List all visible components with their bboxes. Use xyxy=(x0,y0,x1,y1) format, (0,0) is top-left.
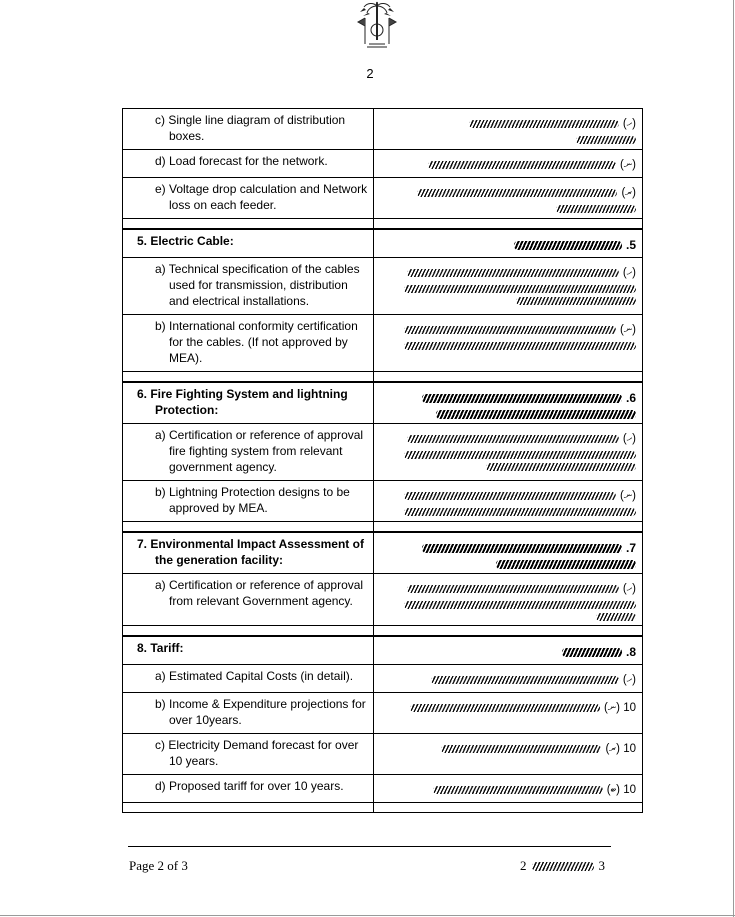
table-row xyxy=(123,109,643,150)
spacer-cell xyxy=(373,372,642,383)
thaana-text-line xyxy=(431,672,636,688)
footer-thaana-page-label xyxy=(520,858,605,874)
requirement-text: e) Voltage drop calculation and Network loss on each feeder. xyxy=(155,182,368,212)
section-title: 7. Environmental Impact Assessment of the generation facility: xyxy=(137,537,364,567)
thaana-text-line xyxy=(469,116,636,132)
thaana-script xyxy=(428,161,616,169)
thaana-text-line xyxy=(433,782,636,798)
spacer-cell xyxy=(123,803,374,813)
page-border-bottom xyxy=(0,915,735,916)
english-cell xyxy=(123,665,374,693)
footer-thaana-number-b: 2 xyxy=(520,858,527,873)
dhivehi-cell xyxy=(373,258,642,315)
section-header-row xyxy=(123,229,643,258)
section-title: 6. Fire Fighting System and lightning Protection: xyxy=(137,387,348,417)
thaana-text-line xyxy=(404,601,636,609)
dhivehi-cell xyxy=(373,734,642,775)
english-cell xyxy=(123,258,374,315)
section-header-row xyxy=(123,382,643,424)
spacer-cell xyxy=(123,626,374,637)
thaana-script xyxy=(422,544,622,553)
thaana-script xyxy=(404,342,636,350)
thaana-script xyxy=(514,241,622,250)
section-title-cell xyxy=(123,229,374,258)
thaana-item-marker: (ބ) 10 xyxy=(606,784,636,796)
section-title-dhivehi-cell xyxy=(373,532,642,574)
footer-thaana-number-a: 3 xyxy=(598,858,605,873)
thaana-script xyxy=(486,463,636,471)
requirement-text: a) Certification or reference of approval from relevant Government agency. xyxy=(155,578,364,608)
thaana-item-marker: .7 xyxy=(625,541,636,555)
thaana-script xyxy=(404,508,636,516)
thaana-text-line xyxy=(404,342,636,350)
spacer-cell xyxy=(373,219,642,230)
table-row xyxy=(123,775,643,803)
dhivehi-cell xyxy=(373,315,642,372)
state-emblem-icon xyxy=(351,0,403,54)
thaana-item-marker: (ނ) xyxy=(620,324,636,336)
thaana-text-line xyxy=(404,508,636,516)
thaana-text-line xyxy=(486,463,636,471)
section-header-row xyxy=(123,636,643,665)
thaana-script xyxy=(404,601,636,609)
thaana-script xyxy=(407,585,619,593)
thaana-item-marker: (ރ) xyxy=(621,187,636,199)
thaana-script xyxy=(556,205,636,213)
table-row xyxy=(123,734,643,775)
thaana-item-marker: (ނ) xyxy=(620,490,636,502)
english-cell xyxy=(123,150,374,178)
thaana-script xyxy=(404,326,616,334)
requirement-text: b) International conformity certification for the cables. (If not approved by MEA). xyxy=(155,319,358,365)
thaana-text-line xyxy=(404,488,636,504)
thaana-script xyxy=(417,189,617,197)
dhivehi-cell xyxy=(373,109,642,150)
thaana-script xyxy=(422,394,622,403)
thaana-text-line xyxy=(516,297,636,305)
thaana-script xyxy=(407,435,619,443)
thaana-script xyxy=(516,297,636,305)
spacer-cell xyxy=(373,522,642,533)
thaana-text-line xyxy=(596,613,636,621)
table-row xyxy=(123,315,643,372)
thaana-text-line xyxy=(422,390,636,406)
english-cell xyxy=(123,315,374,372)
requirement-text: d) Load forecast for the network. xyxy=(155,154,328,168)
requirement-text: b) Income & Expenditure projections for over 10years. xyxy=(155,697,366,727)
thaana-script xyxy=(441,745,601,753)
thaana-text-line xyxy=(562,644,636,660)
spacer-cell xyxy=(123,522,374,533)
dhivehi-cell xyxy=(373,693,642,734)
section-spacer xyxy=(123,372,643,383)
thaana-script xyxy=(407,269,619,277)
table-row xyxy=(123,258,643,315)
dhivehi-cell xyxy=(373,481,642,522)
english-cell xyxy=(123,178,374,219)
thaana-item-marker: (ހ) xyxy=(622,674,636,686)
spacer-cell xyxy=(123,219,374,230)
english-cell xyxy=(123,693,374,734)
dhivehi-cell xyxy=(373,574,642,626)
page-border-right xyxy=(733,0,734,917)
requirement-text: a) Technical specification of the cables used for transmission, distribution and electrical installations. xyxy=(155,262,360,308)
thaana-text-line xyxy=(441,741,636,757)
thaana-script xyxy=(576,136,636,144)
section-title-cell xyxy=(123,382,374,424)
section-title-dhivehi-cell xyxy=(373,382,642,424)
dhivehi-cell xyxy=(373,665,642,693)
table-row xyxy=(123,481,643,522)
thaana-text-line xyxy=(404,322,636,338)
section-spacer xyxy=(123,626,643,637)
footer-rule xyxy=(128,846,611,847)
table-row xyxy=(123,665,643,693)
section-title: 8. Tariff: xyxy=(137,641,184,655)
section-title-dhivehi-cell xyxy=(373,229,642,258)
dhivehi-cell xyxy=(373,775,642,803)
thaana-script xyxy=(404,451,636,459)
english-cell xyxy=(123,481,374,522)
thaana-text-line xyxy=(514,237,636,253)
requirement-text: a) Estimated Capital Costs (in detail). xyxy=(155,669,354,683)
table-row xyxy=(123,574,643,626)
thaana-text-line xyxy=(417,185,636,201)
footer-page-label: Page 2 of 3 xyxy=(129,858,188,873)
thaana-text-line xyxy=(428,157,636,173)
table-row xyxy=(123,693,643,734)
requirement-text: a) Certification or reference of approval fire fighting system from relevant government agency. xyxy=(155,428,364,474)
section-title-cell xyxy=(123,532,374,574)
thaana-text-line xyxy=(410,700,636,716)
requirement-text: c) Electricity Demand forecast for over 10 years. xyxy=(155,738,359,768)
requirements-table xyxy=(122,108,643,813)
thaana-item-marker: .6 xyxy=(625,391,636,405)
thaana-item-marker: (ހ) xyxy=(622,118,636,130)
spacer-cell xyxy=(123,372,374,383)
thaana-script xyxy=(596,613,636,621)
thaana-script xyxy=(433,786,603,794)
thaana-item-marker: (ހ) xyxy=(622,583,636,595)
thaana-item-marker: (ހ) xyxy=(622,267,636,279)
thaana-item-marker: (ރ) 10 xyxy=(605,743,636,755)
thaana-script xyxy=(562,648,622,657)
table-row xyxy=(123,178,643,219)
english-cell xyxy=(123,424,374,481)
english-cell xyxy=(123,109,374,150)
thaana-text-line xyxy=(422,540,636,556)
section-title-cell xyxy=(123,636,374,665)
table-end-spacer xyxy=(123,803,643,813)
thaana-text-line xyxy=(556,205,636,213)
thaana-script xyxy=(431,676,619,684)
thaana-script xyxy=(469,120,619,128)
thaana-text-line xyxy=(407,431,636,447)
table-row xyxy=(123,150,643,178)
english-cell xyxy=(123,734,374,775)
thaana-text-line xyxy=(404,451,636,459)
thaana-script xyxy=(496,560,636,569)
dhivehi-cell xyxy=(373,178,642,219)
section-spacer xyxy=(123,219,643,230)
thaana-text-line xyxy=(436,410,636,419)
thaana-script xyxy=(410,704,600,712)
thaana-script xyxy=(436,410,636,419)
table-row xyxy=(123,424,643,481)
thaana-item-marker: .5 xyxy=(625,238,636,252)
english-cell xyxy=(123,574,374,626)
thaana-item-marker: (ހ) xyxy=(622,433,636,445)
spacer-cell xyxy=(373,803,642,813)
spacer-cell xyxy=(373,626,642,637)
thaana-script xyxy=(404,285,636,293)
requirement-text: c) Single line diagram of distribution boxes. xyxy=(155,113,346,143)
footer-thaana-text xyxy=(532,862,594,871)
thaana-item-marker: .8 xyxy=(625,645,636,659)
requirement-text: b) Lightning Protection designs to be approved by MEA. xyxy=(155,485,350,515)
dhivehi-cell xyxy=(373,424,642,481)
thaana-item-marker: (ނ) xyxy=(620,159,636,171)
thaana-script xyxy=(404,492,616,500)
page-number: 2 xyxy=(366,66,374,81)
dhivehi-cell xyxy=(373,150,642,178)
english-cell xyxy=(123,775,374,803)
section-spacer xyxy=(123,522,643,533)
section-title: 5. Electric Cable: xyxy=(137,234,234,248)
section-header-row xyxy=(123,532,643,574)
thaana-text-line xyxy=(407,581,636,597)
thaana-text-line xyxy=(576,136,636,144)
thaana-item-marker: (ނ) 10 xyxy=(604,702,636,714)
thaana-text-line xyxy=(496,560,636,569)
thaana-text-line xyxy=(407,265,636,281)
thaana-text-line xyxy=(404,285,636,293)
requirement-text: d) Proposed tariff for over 10 years. xyxy=(155,779,344,793)
section-title-dhivehi-cell xyxy=(373,636,642,665)
